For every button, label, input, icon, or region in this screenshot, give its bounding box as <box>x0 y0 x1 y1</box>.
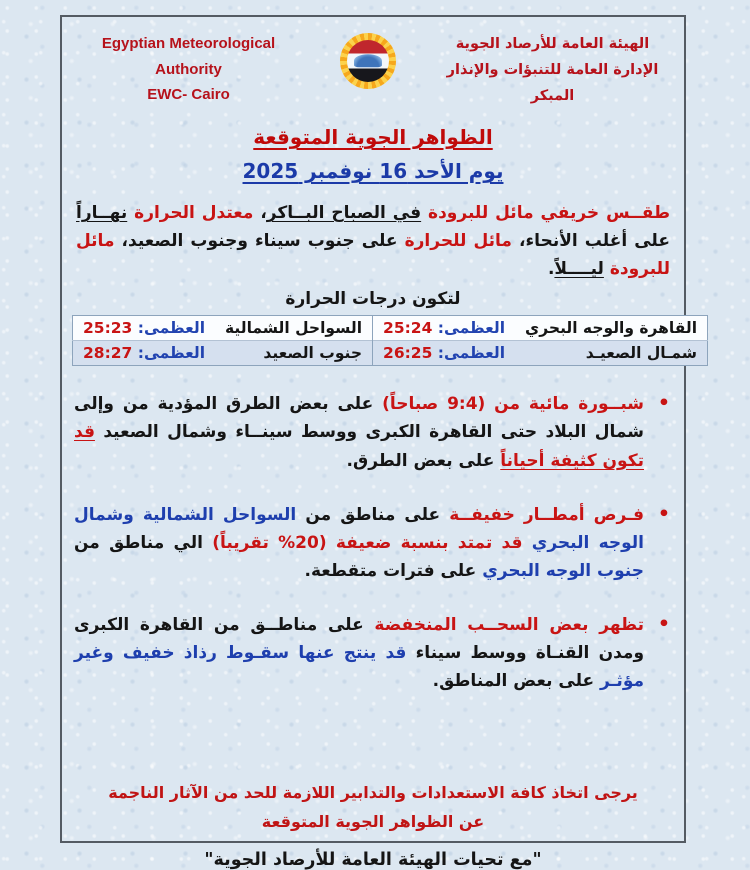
text-segment: معتدل الحرارة <box>127 203 254 224</box>
text-segment: قد تمتد بنسبة ضعيفة (20% تقريباً) <box>202 532 523 553</box>
org-ar-line1: الهيئة العامة للأرصاد الجوية <box>455 36 650 52</box>
text-segment: على جنوب سيناء وجنوب الصعيد، <box>114 231 398 252</box>
temp-value: 25:23 <box>83 319 133 338</box>
region-cell: السواحل الشمالية <box>225 319 363 338</box>
bullet-fog <box>74 390 670 474</box>
table-row <box>73 316 708 341</box>
footer-greeting: "مع تحيات الهيئة العامة للأرصاد الجوية" <box>204 850 542 870</box>
temperature-table <box>72 315 708 366</box>
text-segment: جنوب الوجه البحري <box>476 560 644 581</box>
text-segment: تظهر بعض السحــب المنخفضة <box>363 614 644 635</box>
header <box>72 27 674 109</box>
footer-warning-line2: عن الظواهر الجوية المتوقعة <box>261 811 485 831</box>
org-en-line2: EWC- Cairo <box>147 86 230 103</box>
temperatures-intro: لتكون درجات الحرارة <box>285 289 461 310</box>
text-segment: . <box>547 259 555 280</box>
forecast-bullets <box>72 390 674 694</box>
temp-cell <box>373 316 516 341</box>
region-cell: القاهرة والوجه البحري <box>525 319 698 338</box>
text-segment: على مناطــق من القاهرة الكبرى ومدن القنـاة ووسط سيناء <box>74 614 645 663</box>
weather-summary-paragraph <box>76 199 670 283</box>
temp-value: 25:24 <box>383 319 433 338</box>
text-segment: قد ينتج عنها سقـوط رذاذ خفيف وغير مؤثـر <box>74 642 644 691</box>
page-title: الظواهر الجوية المتوقعة <box>253 125 493 150</box>
text-segment: طقــس خريفي مائل للبرودة <box>421 203 670 224</box>
text-segment: على أغلب الأنحاء، <box>511 231 670 252</box>
text-segment: السواحل الشمالية وشمال الوجه البحري <box>74 504 644 553</box>
text-segment: ، <box>253 203 267 224</box>
max-label: العظمى: <box>137 319 206 338</box>
temp-cell <box>373 341 516 366</box>
temp-cell <box>73 341 216 366</box>
max-label: العظمى: <box>137 344 206 363</box>
temp-value: 26:25 <box>383 344 433 363</box>
bullet-icon: • <box>657 502 670 525</box>
temp-cell <box>73 316 216 341</box>
flag-circle-icon <box>347 40 389 82</box>
text-segment: على بعض الطرق. <box>346 450 501 471</box>
text-segment: على مناطق من <box>296 504 441 525</box>
text-segment: على فترات متقطعة. <box>304 560 477 581</box>
org-name-english <box>76 31 301 108</box>
footer <box>72 779 674 870</box>
text-segment: قد تكون كثيفة أحياناً <box>74 422 644 471</box>
text-segment: في الصباح البــاكر <box>266 203 422 224</box>
org-ar-line2: الإدارة العامة للتنبؤات والإنذار المبكر <box>446 62 659 105</box>
ema-logo-icon <box>340 33 396 89</box>
bullet-rain <box>74 501 670 585</box>
region-cell: شمـال الصعيـد <box>585 344 698 363</box>
org-en-line1: Egyptian Meteorological Authority <box>101 35 276 78</box>
max-label: العظمى: <box>437 344 506 363</box>
text-segment: على بعض الطرق المؤدية من وإلى شمال البلاد حتى القاهرة الكبرى ووسط سينــاء وشمال الصعيد <box>74 394 644 443</box>
cloud-mountain-icon <box>354 54 382 67</box>
text-segment: الي مناطق من <box>74 532 203 553</box>
text-segment: ليــــلاً <box>554 259 604 280</box>
forecast-date: يوم الأحد 16 نوفمبر 2025 <box>242 159 504 184</box>
table-row <box>73 341 708 366</box>
temp-value: 28:27 <box>83 344 133 363</box>
bullet-clouds <box>74 611 670 695</box>
org-name-arabic <box>435 31 670 109</box>
max-label: العظمى: <box>437 319 506 338</box>
text-segment: شبــورة مائية من (9:4 صباحاً) <box>373 394 644 415</box>
bullet-icon: • <box>657 392 670 415</box>
document-body <box>62 17 698 870</box>
text-segment: مائل للبرودة <box>76 231 670 280</box>
text-segment: نهــاراً <box>76 203 128 224</box>
text-segment: مائل للحرارة <box>397 231 512 252</box>
text-segment: على بعض المناطق. <box>432 670 595 691</box>
footer-warning-line1: يرجى اتخاذ كافة الاستعدادات والتدابير اللازمة للحد من الآثار الناجمة <box>108 782 638 802</box>
text-segment: فـرص أمطــار خفيفــة <box>440 504 645 525</box>
document-frame <box>60 15 698 870</box>
bullet-icon: • <box>657 612 670 635</box>
region-cell: جنوب الصعيد <box>263 344 363 363</box>
